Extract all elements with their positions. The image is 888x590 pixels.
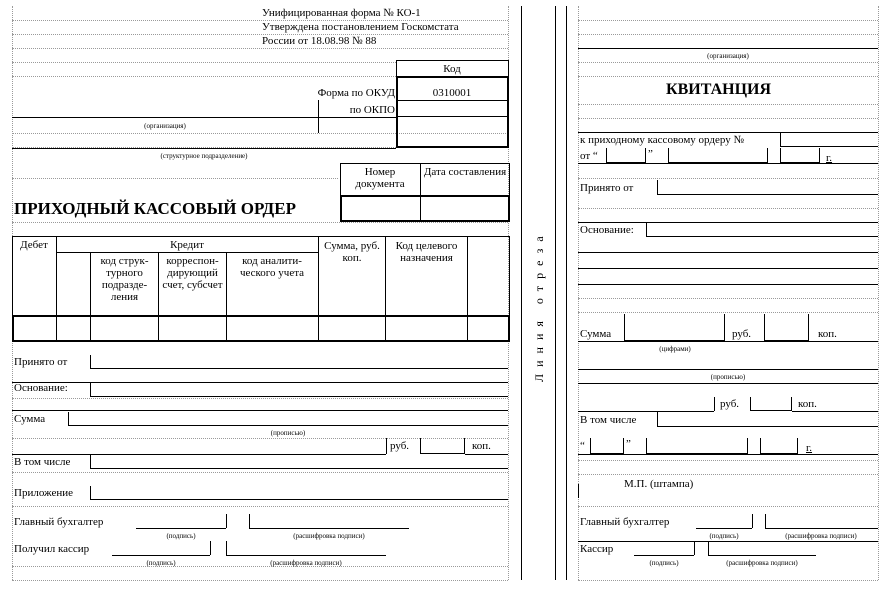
kop-label: коп. xyxy=(472,440,491,452)
rub-label: руб. xyxy=(390,440,410,452)
cut-line-left-border xyxy=(521,6,522,580)
receipt-kop-field-2[interactable] xyxy=(750,397,792,411)
receipt-rub-label-2: руб. xyxy=(720,398,740,410)
receipt-cashier-signature-caption: (подпись) xyxy=(649,559,679,567)
cashier-signature-field[interactable] xyxy=(112,541,210,555)
doc-date-field[interactable] xyxy=(422,197,508,220)
receipt-rub-label: руб. xyxy=(732,328,752,340)
target-code-header: Код целевого назначения xyxy=(395,240,458,264)
receipt-chief-decoding-field[interactable] xyxy=(765,514,878,528)
chief-signature-field[interactable] xyxy=(136,514,226,528)
corr-account-cell[interactable] xyxy=(159,317,226,340)
cashier-decoding-field[interactable] xyxy=(226,541,386,555)
cashier-decoding-caption: (расшифровка подписи) xyxy=(270,559,342,567)
analytic-code-header: код аналити-ческого учета xyxy=(239,255,305,279)
receipt-organization-caption: (организация) xyxy=(707,52,749,60)
receipt-date-quote-close: ” xyxy=(648,148,653,160)
receipt-chief-signature-caption: (подпись) xyxy=(709,532,739,540)
receipt-amount-digits-field[interactable] xyxy=(624,314,725,341)
receipt-basis-label: Основание: xyxy=(580,224,634,236)
including-field[interactable] xyxy=(91,455,508,468)
receipt-cashier-decoding-field[interactable] xyxy=(708,541,816,555)
chief-decoding-caption: (расшифровка подписи) xyxy=(293,532,365,540)
cashier-label: Получил кассир xyxy=(14,543,90,555)
doc-number-field[interactable] xyxy=(342,197,419,220)
kredit-header: Кредит xyxy=(170,239,204,251)
receipt-day-field[interactable] xyxy=(606,148,646,163)
receipt-order-number-field[interactable] xyxy=(781,132,878,146)
corr-account-header: корреспон-дирующий счет, субсчет xyxy=(162,255,223,291)
cut-line-label: Линия отреза xyxy=(532,229,546,382)
attachment-label: Приложение xyxy=(14,487,74,499)
form-unified-label: Унифицированная форма № КО-1 xyxy=(262,7,421,19)
receipt-cashier-label: Кассир xyxy=(580,543,614,555)
receipt-chief-signature-field[interactable] xyxy=(696,514,752,528)
okud-label: Форма по ОКУД xyxy=(317,87,395,99)
receipt-received-from-label: Принято от xyxy=(580,182,634,194)
structural-division-field[interactable] xyxy=(12,134,396,148)
okpo-label: по ОКПО xyxy=(349,104,395,116)
receipt-date-quote-close-2: ” xyxy=(626,438,631,450)
analytic-code-cell[interactable] xyxy=(227,317,318,340)
attachment-field[interactable] xyxy=(91,486,508,499)
chief-signature-caption: (подпись) xyxy=(166,532,196,540)
receipt-to-order-label: к приходному кассовому ордеру № xyxy=(580,134,744,146)
receipt-received-from-field[interactable] xyxy=(658,180,878,194)
form-decree-label: России от 18.08.98 № 88 xyxy=(262,35,377,47)
debet-header: Дебет xyxy=(20,239,48,251)
amount-label: Сумма xyxy=(14,413,46,425)
receipt-chief-accountant-label: Главный бухгалтер xyxy=(580,516,670,528)
receipt-words-caption: (прописью) xyxy=(710,373,746,381)
target-code-cell[interactable] xyxy=(386,317,467,340)
organization-field[interactable] xyxy=(12,100,318,117)
basis-field[interactable] xyxy=(91,383,508,396)
receipt-kop-label: коп. xyxy=(818,328,837,340)
receipt-amount-words-field[interactable] xyxy=(578,355,878,369)
code-header: Код xyxy=(443,63,461,75)
receipt-chief-decoding-caption: (расшифровка подписи) xyxy=(785,532,857,540)
receipt-month-field[interactable] xyxy=(668,148,768,163)
chief-accountant-label: Главный бухгалтер xyxy=(14,516,104,528)
order-title: ПРИХОДНЫЙ КАССОВЫЙ ОРДЕР xyxy=(14,199,296,218)
receipt-year-field[interactable] xyxy=(780,148,820,163)
cut-line-right-border xyxy=(555,6,556,580)
debet-cell[interactable] xyxy=(14,317,56,340)
structural-division-caption: (структурное подразделение) xyxy=(160,152,248,160)
chief-decoding-field[interactable] xyxy=(249,514,409,528)
organization-caption: (организация) xyxy=(144,122,186,130)
receipt-basis-field[interactable] xyxy=(647,222,878,236)
receipt-month-field-2[interactable] xyxy=(646,438,748,454)
receipt-digits-caption: (цифрами) xyxy=(659,345,691,353)
okpo-value-field[interactable] xyxy=(396,100,509,116)
form-approved-label: Утверждена постановлением Госкомстата xyxy=(262,21,459,33)
receipt-kop-label-2: коп. xyxy=(798,398,817,410)
receipt-year-suffix-2: г. xyxy=(806,442,813,454)
receipt-left-border xyxy=(566,6,567,580)
receipt-year-field-2[interactable] xyxy=(760,438,798,454)
received-from-field[interactable] xyxy=(91,355,508,368)
receipt-including-field[interactable] xyxy=(658,412,878,426)
struct-code-cell[interactable] xyxy=(91,317,158,340)
receipt-year-suffix: г. xyxy=(826,152,833,164)
basis-label: Основание: xyxy=(14,382,68,394)
cashier-signature-caption: (подпись) xyxy=(146,559,176,567)
amount-in-words-caption: (прописью) xyxy=(270,429,306,437)
receipt-cashier-signature-field[interactable] xyxy=(634,541,694,555)
receipt-cashier-decoding-caption: (расшифровка подписи) xyxy=(726,559,798,567)
receipt-date-quote-open: “ xyxy=(580,440,585,452)
receipt-day-field-2[interactable] xyxy=(590,438,624,454)
struct-code-header: код струк-турного подразде-ления xyxy=(100,255,149,303)
receipt-including-label: В том числе xyxy=(580,414,637,426)
receipt-date-from-label: от “ xyxy=(580,150,598,162)
receipt-amount-label: Сумма xyxy=(580,328,612,340)
sum-header: Сумма, руб. коп. xyxy=(324,240,380,264)
received-from-label: Принято от xyxy=(14,356,68,368)
receipt-organization-field[interactable] xyxy=(578,34,878,48)
amount-in-words-field[interactable] xyxy=(69,412,508,425)
sum-cell[interactable] xyxy=(319,317,385,340)
doc-number-header: Номер документа xyxy=(355,166,405,190)
kop-field[interactable] xyxy=(420,438,465,454)
okud-value[interactable]: 0310001 xyxy=(432,87,472,99)
stamp-label: М.П. (штампа) xyxy=(624,478,694,490)
receipt-kop-digits-field[interactable] xyxy=(764,314,809,341)
receipt-title: КВИТАНЦИЯ xyxy=(666,81,772,98)
doc-date-header: Дата составления xyxy=(423,166,507,178)
including-label: В том числе xyxy=(14,456,71,468)
kredit-cell[interactable] xyxy=(57,317,90,340)
